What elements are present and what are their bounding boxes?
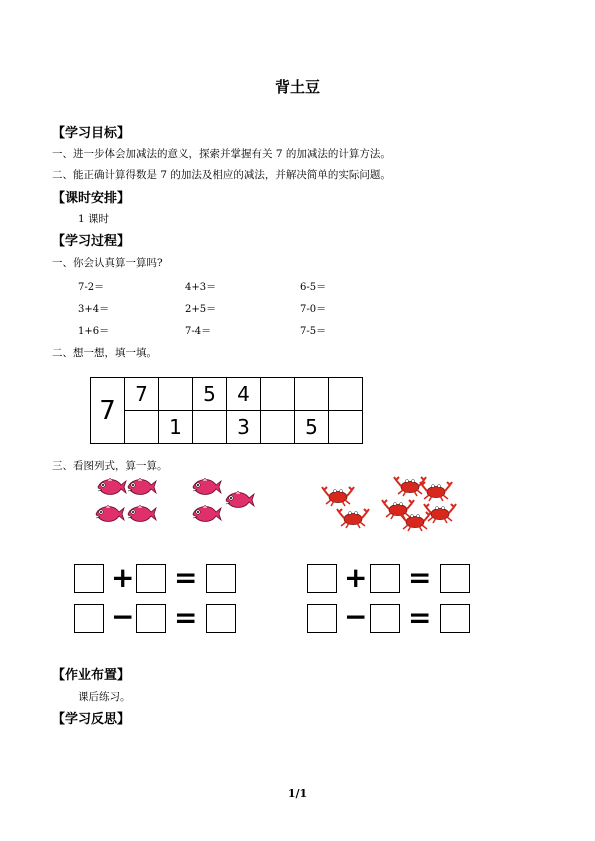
page-title: 背土豆 bbox=[274, 78, 320, 96]
calc-item: 7-2＝ bbox=[78, 282, 105, 293]
answer-box[interactable] bbox=[206, 564, 236, 593]
equals-sign: = bbox=[174, 561, 198, 594]
number-cell[interactable] bbox=[261, 378, 295, 411]
answer-box[interactable] bbox=[136, 604, 166, 633]
number-cell[interactable]: 1 bbox=[159, 411, 193, 444]
calc-item: 2+5＝ bbox=[185, 304, 217, 315]
goal-item-1: 一、进一步体会加减法的意义，探索并掌握有关 7 的加减法的计算方法。 bbox=[52, 148, 391, 160]
number-cell[interactable] bbox=[329, 411, 363, 444]
number-table bbox=[90, 377, 363, 444]
calc-item: 4+3＝ bbox=[185, 282, 217, 293]
minus-sign: − bbox=[111, 600, 135, 633]
crab-icon bbox=[337, 509, 369, 528]
calc-item: 6-5＝ bbox=[300, 282, 327, 293]
answer-box[interactable] bbox=[370, 604, 400, 633]
question-1: 一、你会认真算一算吗? bbox=[52, 257, 163, 269]
homework-text: 课后练习。 bbox=[78, 691, 131, 703]
page-number: 1/1 bbox=[287, 787, 308, 800]
fish-icon bbox=[98, 478, 126, 494]
process-heading: 【学习过程】 bbox=[52, 234, 131, 249]
goal-item-2: 二、能正确计算得数是 7 的加法及相应的减法，并解决简单的实际问题。 bbox=[52, 169, 391, 181]
calc-item: 7-0＝ bbox=[300, 304, 327, 315]
answer-box[interactable] bbox=[307, 564, 337, 593]
fish-icon bbox=[128, 478, 156, 494]
answer-box[interactable] bbox=[74, 564, 104, 593]
crab-icon bbox=[399, 512, 431, 531]
goals-heading: 【学习目标】 bbox=[52, 126, 131, 141]
crab-icon bbox=[322, 487, 354, 506]
crab-icon bbox=[394, 477, 426, 496]
number-table-left: 7 bbox=[91, 378, 125, 444]
number-cell[interactable]: 4 bbox=[227, 378, 261, 411]
answer-box[interactable] bbox=[440, 604, 470, 633]
equals-sign: = bbox=[408, 601, 432, 634]
schedule-heading: 【课时安排】 bbox=[52, 191, 131, 206]
fish-picture bbox=[88, 472, 258, 532]
number-cell[interactable] bbox=[295, 378, 329, 411]
fish-icon bbox=[193, 505, 221, 521]
question-3: 三、看图列式，算一算。 bbox=[52, 460, 168, 472]
homework-heading: 【作业布置】 bbox=[52, 668, 131, 683]
answer-box[interactable] bbox=[440, 564, 470, 593]
answer-box[interactable] bbox=[206, 604, 236, 633]
equals-sign: = bbox=[174, 601, 198, 634]
number-cell[interactable] bbox=[193, 411, 227, 444]
answer-box[interactable] bbox=[370, 564, 400, 593]
plus-sign: + bbox=[344, 561, 368, 594]
number-cell[interactable]: 7 bbox=[125, 378, 159, 411]
answer-box[interactable] bbox=[136, 564, 166, 593]
number-cell[interactable] bbox=[159, 378, 193, 411]
crab-icon bbox=[382, 500, 414, 519]
calc-item: 7-5＝ bbox=[300, 326, 327, 337]
reflection-heading: 【学习反思】 bbox=[52, 712, 131, 727]
calc-item: 3+4＝ bbox=[78, 304, 110, 315]
schedule-text: 1 课时 bbox=[78, 213, 110, 225]
equals-sign: = bbox=[408, 561, 432, 594]
crab-picture bbox=[318, 472, 463, 534]
number-cell[interactable] bbox=[261, 411, 295, 444]
number-cell[interactable]: 5 bbox=[193, 378, 227, 411]
number-cell[interactable]: 5 bbox=[295, 411, 329, 444]
number-cell[interactable] bbox=[329, 378, 363, 411]
number-cell[interactable] bbox=[125, 411, 159, 444]
plus-sign: + bbox=[111, 561, 135, 594]
fish-icon bbox=[96, 505, 124, 521]
fish-icon bbox=[128, 505, 156, 521]
number-cell[interactable]: 3 bbox=[227, 411, 261, 444]
fish-icon bbox=[226, 491, 254, 507]
crab-icon bbox=[420, 482, 452, 501]
fish-icon bbox=[193, 478, 221, 494]
answer-box[interactable] bbox=[307, 604, 337, 633]
calc-item: 7-4＝ bbox=[185, 326, 212, 337]
answer-box[interactable] bbox=[74, 604, 104, 633]
calc-item: 1+6＝ bbox=[78, 326, 110, 337]
minus-sign: − bbox=[344, 600, 368, 633]
question-2: 二、想一想，填一填。 bbox=[52, 347, 157, 359]
